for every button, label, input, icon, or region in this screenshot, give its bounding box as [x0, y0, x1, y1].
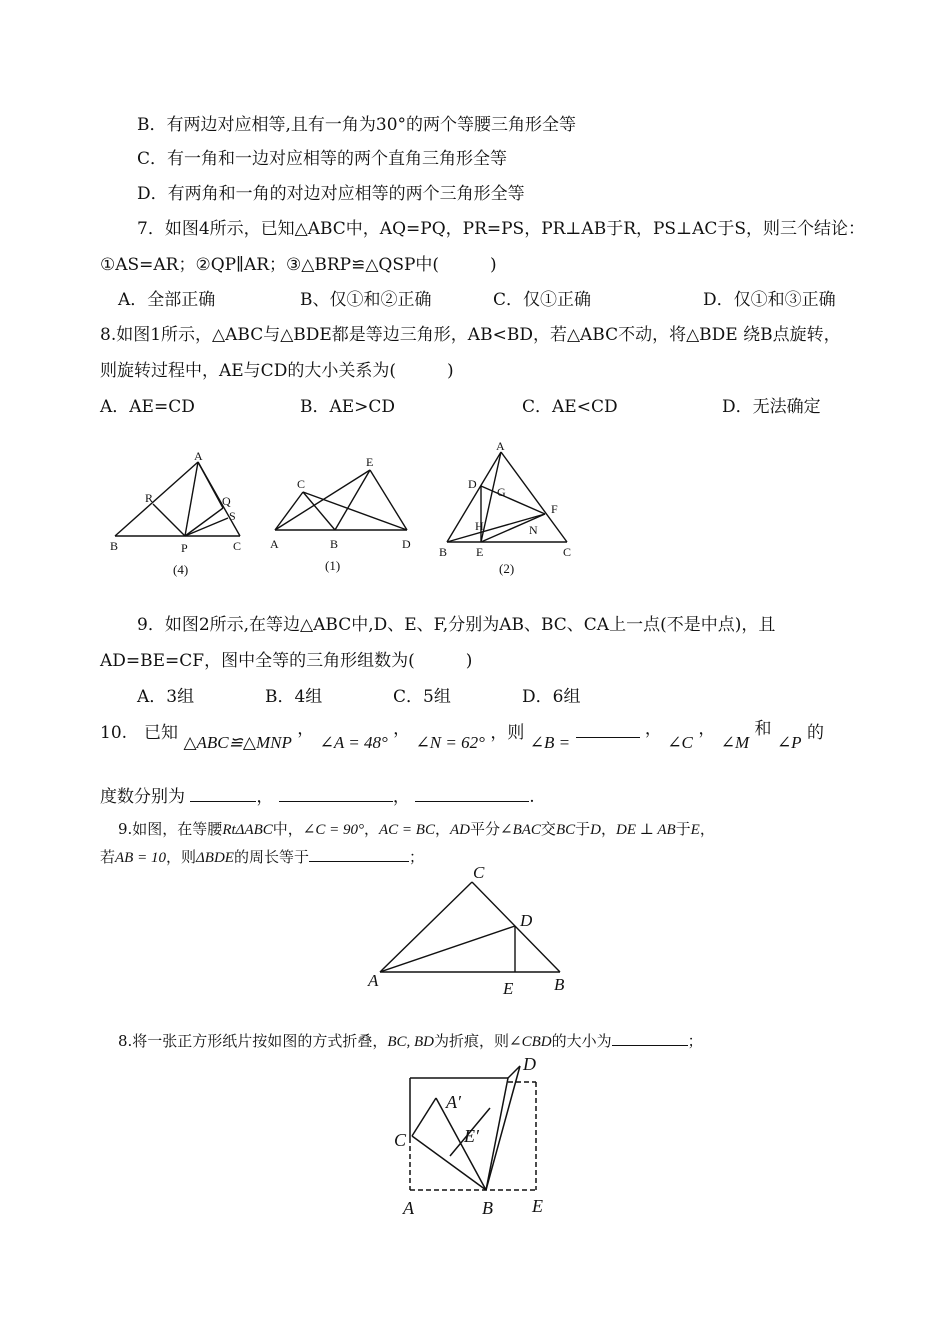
fig1-label-d: D [402, 537, 411, 551]
q9b-cond-4: ∠BAC [500, 822, 541, 838]
fig4-label-p: P [181, 541, 188, 555]
q7-option-b: B、仅①和②正确 [300, 290, 432, 310]
q6-option-c: C．有一角和一边对应相等的两个直角三角形全等 [137, 149, 508, 169]
q8b-text-c: 的大小为 [551, 1032, 612, 1050]
fig4-label-q: Q [222, 494, 231, 508]
q10-blank-1[interactable] [190, 787, 256, 802]
q9b-cond-10: ΔBDE [195, 850, 234, 866]
q7-stem-2: ①AS=AR；②QP∥AR；③△BRP≌△QSP中( ) [100, 255, 497, 275]
q8b-text-a: 8.将一张正方形纸片按如图的方式折叠， [118, 1032, 388, 1050]
fig1-label-a: A [270, 537, 279, 551]
figure-1 [265, 450, 425, 580]
q7-stem: 7．如图4所示，已知△ABC中，AQ=PQ，PR=PS，PR⊥AB于R，PS⊥AC于S，则三个结论： [137, 219, 865, 239]
q10-blank-2[interactable] [279, 787, 393, 802]
q9b-fig-label-d: D [520, 911, 533, 930]
q10-and: 和 [754, 719, 772, 739]
fig4-caption: (4) [173, 562, 189, 577]
q9b-text-a: 9.如图，在等腰 [118, 820, 223, 838]
q9b-cond-6: D [590, 822, 601, 838]
q8-stem-2: 则旋转过程中，AE与CD的大小关系为( ) [100, 361, 454, 381]
q9b-cond-8: E [690, 822, 700, 838]
figure-4 [105, 450, 255, 580]
fig2-caption: (2) [499, 561, 515, 576]
q8-option-d: D．无法确定 [722, 397, 821, 417]
q10-de: 的 [806, 723, 824, 743]
q7-option-c: C．仅①正确 [493, 290, 592, 310]
q9b-cond-7: DE ⊥ AB [615, 822, 676, 838]
q9b-text-g: 若 [100, 848, 116, 866]
fig2-label-h: H [475, 519, 484, 533]
q9b-text-h: ，则 [165, 848, 196, 866]
fig1-label-b: B [330, 537, 339, 551]
fig2-label-f: F [551, 502, 558, 516]
q9a-option-d: D．6组 [522, 687, 581, 707]
q8b-text-b: 为折痕，则 [434, 1032, 510, 1050]
q9b-line-1: 9.如图，在等腰RtΔABC中，∠C = 90°，AC = BC，AD平分∠BAC交BC于D，DE ⊥ AB于E， [118, 820, 715, 838]
q8b-fig-label-a: A [403, 1198, 414, 1218]
q10-prefix: 10. 已知 [100, 723, 179, 743]
q10-congruence: △ABC≌△MNP [183, 733, 292, 752]
q9b-fig-label-e: E [503, 979, 514, 998]
q8b-fig-label-e-prime: E′ [464, 1126, 479, 1146]
q10-angle-p: ∠P [776, 733, 802, 752]
fig4-label-r: R [145, 491, 154, 505]
fig4-label-s: S [229, 509, 236, 523]
q9a-option-c: C．5组 [393, 687, 451, 707]
q7-option-a: A．全部正确 [118, 290, 216, 310]
q9b-text-b: 中， [272, 820, 303, 838]
fig2-label-b: B [439, 545, 448, 559]
q9b-line-2: 若AB = 10，则ΔBDE的周长等于 ； [100, 848, 424, 866]
q9b-text-f: 于 [675, 820, 691, 838]
figure-q8b-folded-square [390, 1052, 560, 1222]
q6-option-d: D．有两角和一角的对边对应相等的两个三角形全等 [137, 184, 525, 204]
q8-option-c: C．AE<CD [522, 397, 618, 417]
q9b-text-c: 平分 [470, 820, 501, 838]
q10-angle-b: ∠B = [529, 733, 571, 752]
q9b-text-i: 的周长等于 [233, 848, 309, 866]
q8b-crease: BC, BD [387, 1034, 434, 1050]
figure-q9b-triangle [360, 860, 580, 1000]
q9b-fig-label-c: C [473, 863, 485, 882]
q10-angle-a: ∠A = 48° [319, 733, 388, 752]
q8b-fig-label-b: B [482, 1198, 493, 1218]
q10-line-2-text: 度数分别为 [100, 787, 185, 807]
q9b-cond-2: AC = BC [379, 822, 435, 838]
fig4-label-b: B [110, 539, 119, 553]
q9b-cond-5: BC [555, 822, 576, 838]
q9a-option-b: B．4组 [265, 687, 323, 707]
q10-blank-b[interactable] [576, 723, 640, 738]
fig2-label-g: G [497, 485, 506, 499]
fig1-caption: (1) [325, 558, 341, 573]
q8-option-a: A．AE=CD [100, 397, 195, 417]
q8b-fig-label-d: D [523, 1054, 536, 1074]
q10-angle-n: ∠N = 62° [415, 733, 485, 752]
q8-stem: 8.如图1所示，△ABC与△BDE都是等边三角形，AB<BD，若△ABC不动，将△BDE 绕B点旋转， [100, 325, 841, 345]
q9b-cond-9: AB = 10 [115, 850, 166, 866]
q9a-stem-2: AD=BE=CF，图中全等的三角形组数为( ) [100, 651, 473, 671]
q10-line-2: 度数分别为 ， ， . [100, 787, 535, 807]
q9b-cond-3: AD [450, 822, 470, 838]
q9b-text-d: 交 [540, 820, 556, 838]
fig2-label-c: C [563, 545, 572, 559]
q9b-rt: RtΔABC [222, 822, 273, 838]
q9b-fig-label-a: A [368, 971, 379, 990]
fig2-label-a: A [496, 439, 505, 453]
q7-option-d: D．仅①和③正确 [703, 290, 836, 310]
q9b-text-e: 于 [575, 820, 591, 838]
fig1-label-e: E [366, 455, 374, 469]
q10-angle-c: ∠C [667, 733, 693, 752]
fig2-label-e: E [476, 545, 484, 559]
q10-line-1: 10. 已知 △ABC≌△MNP ， ∠A = 48° ， ∠N = 62° ，则 ∠B = ， ∠C ， ∠M 和 ∠P 的 [100, 719, 824, 752]
fig2-label-n: N [529, 523, 538, 537]
q8-option-b: B．AE>CD [300, 397, 396, 417]
fig2-label-d: D [468, 477, 477, 491]
q10-then: ，则 [490, 723, 525, 743]
fig4-label-a: A [194, 449, 203, 463]
q9a-stem: 9．如图2所示,在等边△ABC中,D、E、F,分别为AB、BC、CA上一点(不是中点)，且 [137, 615, 776, 635]
q8b-blank[interactable] [612, 1031, 688, 1046]
q10-blank-3[interactable] [415, 787, 529, 802]
q6-option-b: B．有两边对应相等,且有一角为30°的两个等腰三角形全等 [137, 115, 577, 135]
q8b-line: 8.将一张正方形纸片按如图的方式折叠，BC, BD为折痕，则∠CBD的大小为 ； [118, 1032, 703, 1050]
fig4-label-c: C [233, 539, 242, 553]
figure-2 [435, 440, 585, 580]
q8b-angle: ∠CBD [509, 1034, 552, 1050]
q9b-cond-1: ∠C = 90° [302, 822, 364, 838]
q8b-fig-label-c: C [394, 1130, 407, 1150]
q10-angle-m: ∠M [720, 733, 750, 752]
q9a-option-a: A．3组 [137, 687, 195, 707]
q8b-fig-label-a-prime: A′ [446, 1092, 461, 1112]
fig1-label-c: C [297, 477, 306, 491]
q8b-fig-label-e: E [532, 1196, 543, 1216]
q9b-fig-label-b: B [554, 975, 565, 994]
